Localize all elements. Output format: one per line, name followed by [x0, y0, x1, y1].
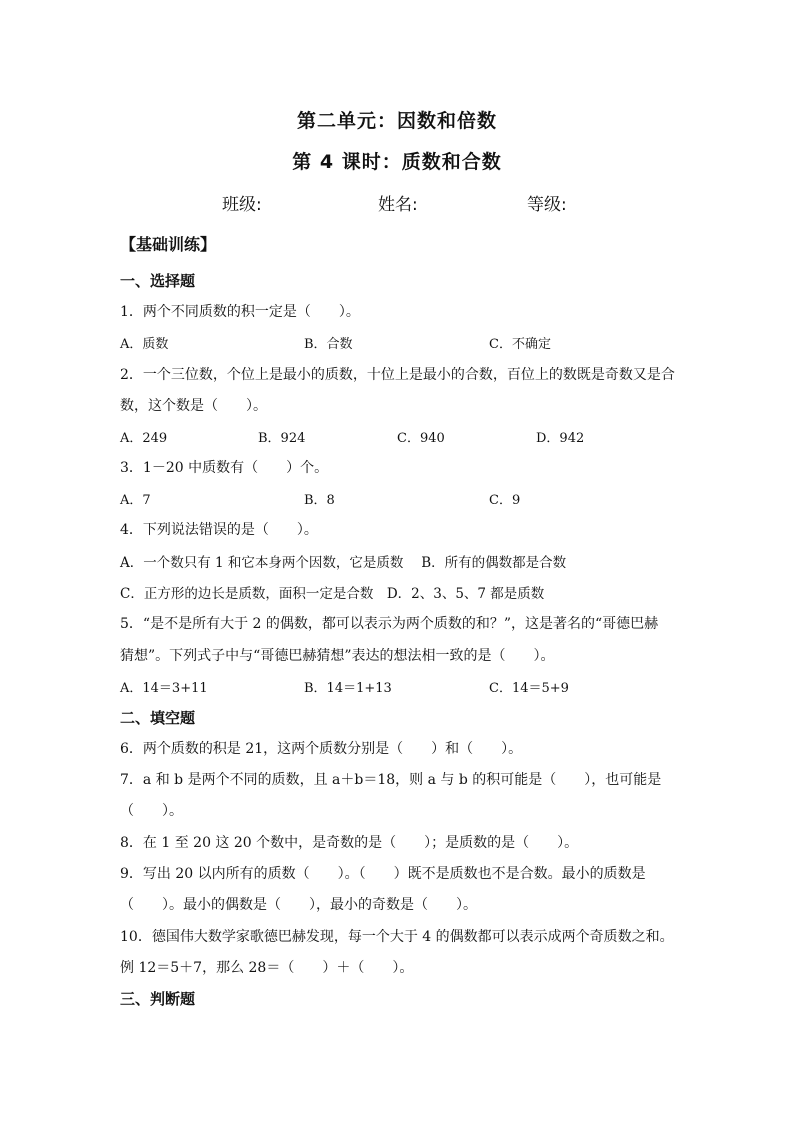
q1-option-c: C．不确定 — [489, 337, 551, 352]
page-title: 第二单元：因数和倍数 — [296, 110, 497, 132]
q1-option-a: A．质数 — [120, 337, 169, 352]
question-10-line-2: 例 12＝5＋7，那么 28＝（ ）＋（ ）。 — [120, 960, 414, 976]
q3-option-c: C．9 — [489, 493, 521, 508]
question-5-line-1: 5．“是不是所有大于 2 的偶数，都可以表示为两个质数的和？”，这是著名的“哥德巴赫 — [120, 616, 659, 632]
q2-option-a: A．249 — [120, 431, 168, 446]
q2-option-d: D．942 — [536, 431, 585, 446]
q2-option-c: C．940 — [397, 431, 445, 446]
name-label: 姓名: — [378, 195, 418, 215]
question-9-line-2: （ ）。最小的偶数是（ ），最小的奇数是（ ）。 — [120, 897, 477, 913]
page-subtitle: 第 4 课时：质数和合数 — [292, 151, 502, 173]
q3-option-a: A．7 — [120, 493, 151, 508]
question-10-line-1: 10．德国伟大数学家歌德巴赫发现，每一个大于 4 的偶数都可以表示成两个奇质数之和。 — [120, 929, 674, 945]
question-5-line-2: 猜想”。下列式子中与“哥德巴赫猜想”表达的想法相一致的是（ ）。 — [120, 648, 555, 664]
q5-option-b: B．14＝1+13 — [304, 681, 392, 696]
q4-options-ab: A．一个数只有 1 和它本身两个因数，它是质数 B．所有的偶数都是合数 — [120, 555, 567, 571]
q5-option-c: C．14＝5+9 — [489, 681, 569, 696]
section-true-false: 三、判断题 — [120, 990, 196, 1008]
q5-option-a: A．14＝3+11 — [120, 681, 208, 696]
grade-label: 等级: — [527, 195, 567, 215]
question-3: 3．1－20 中质数有（ ）个。 — [120, 460, 329, 476]
question-7-line-1: 7．a 和 b 是两个不同的质数，且 a＋b＝18，则 a 与 b 的积可能是（ ），也可能是 — [120, 772, 662, 788]
q3-option-b: B．8 — [304, 493, 335, 508]
question-1: 1．两个不同质数的积一定是（ ）。 — [120, 304, 360, 320]
question-4: 4．下列说法错误的是（ ）。 — [120, 522, 318, 538]
question-8: 8．在 1 至 20 这 20 个数中，是奇数的是（ ）；是质数的是（ ）。 — [120, 835, 579, 851]
section-fill-in: 二、填空题 — [120, 709, 196, 727]
q4-options-cd: C．正方形的边长是质数，面积一定是合数 D．2、3、5、7 都是质数 — [120, 586, 545, 602]
class-label: 班级: — [222, 195, 262, 215]
basic-training-heading: 【基础训练】 — [120, 235, 217, 254]
question-2-line-1: 2．一个三位数，个位上是最小的质数，十位上是最小的合数，百位上的数既是奇数又是合 — [120, 367, 675, 383]
question-2-line-2: 数，这个数是（ ）。 — [120, 398, 267, 414]
section-multiple-choice: 一、选择题 — [120, 272, 196, 290]
question-7-line-2: （ ）。 — [120, 803, 183, 819]
question-6: 6．两个质数的积是 21，这两个质数分别是（ ）和（ ）。 — [120, 741, 523, 757]
q2-option-b: B．924 — [258, 431, 306, 446]
question-9-line-1: 9．写出 20 以内所有的质数（ ）。（ ）既不是质数也不是合数。最小的质数是 — [120, 866, 646, 882]
q1-option-b: B．合数 — [304, 337, 353, 352]
